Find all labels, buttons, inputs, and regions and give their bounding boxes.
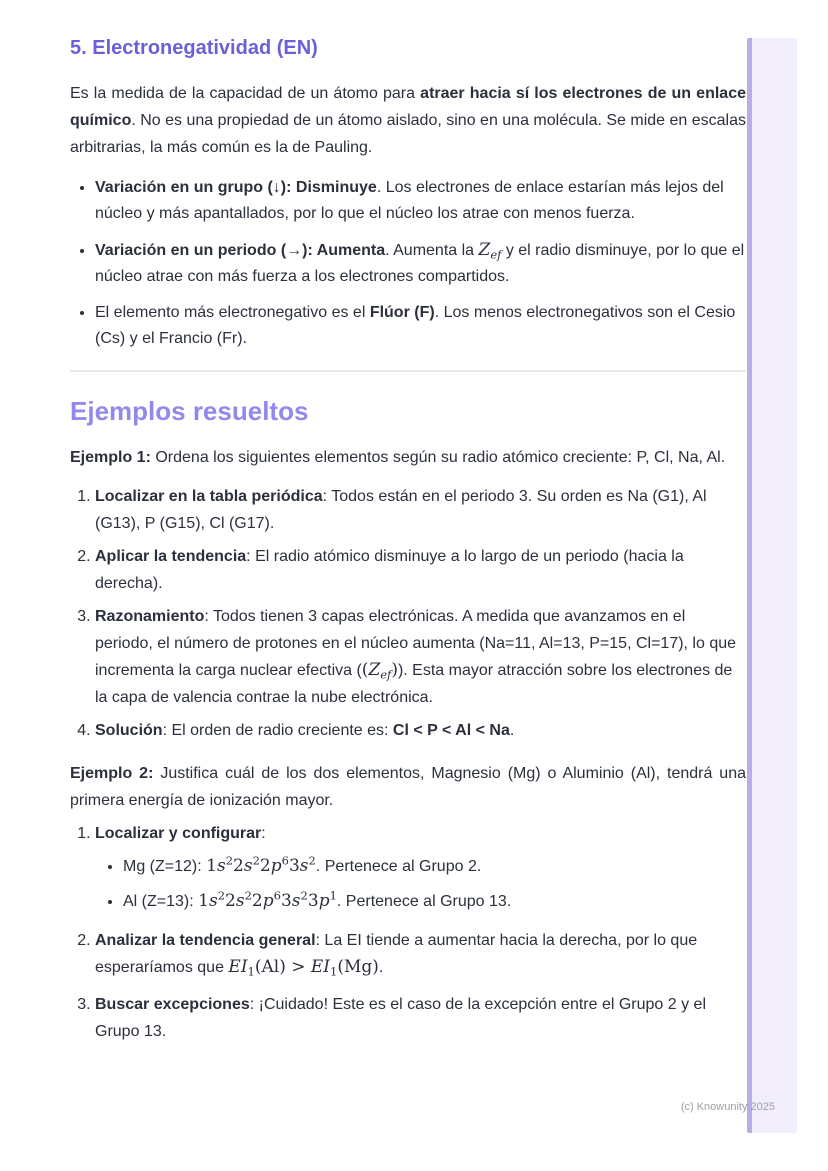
example1-step-1: 1. Localizar en la tabla periódica: Todos están en el periodo 3. Su orden es Na (G1), Al (G13), P (G15), Cl (G17). [95,483,746,537]
config-item-al: • Al (Z=13): $1s^22s^22p^63s^23p^1$. Pertenece al Grupo 13. [123,886,746,917]
example2-paragraph: Ejemplo 2: Justifica cuál de los dos elementos, Magnesio (Mg) o Aluminio (Al), tendrá una primera energía de ionización mayor. [70,765,747,809]
electronegativity-trends-list [70,175,746,352]
trend-item-period: • Variación en un periodo (→): Aumenta. Aumenta la $Z_{ef}$ y el radio disminuye, por lo que el núcleo atrae con más fuerza a los electrones compartidos. [95,237,746,290]
example2-step-1 [95,820,746,917]
example1-step-2: 2. Aplicar la tendencia: El radio atómico disminuye a lo largo de un periodo (hacia la derecha). [95,543,746,597]
example1-paragraph: Ejemplo 1: Ordena los siguientes elementos según su radio atómico creciente: P, Cl, Na, Al. [70,449,726,466]
intro-paragraph: Es la medida de la capacidad de un átomo para atraer hacia sí los electrones de un enlace químico. No es una propiedad de un átomo aislado, sino en una molécula. Se mide en escalas arbitrarias, la más común es la de Pauling. [70,85,746,156]
watermark: (c) Knowunity 2025 [680,1101,775,1113]
electron-config-list [95,851,746,917]
example2-step-3: 3. Buscar excepciones: ¡Cuidado! Este es el caso de la excepción entre el Grupo 2 y el Grupo 13. [95,991,746,1045]
example2-step-1-text: Localizar y configurar: [95,825,266,842]
example1-steps-list [70,483,746,744]
document-page-content [70,0,746,1055]
example2-steps-list [70,820,746,1045]
example2-step-2: 2. Analizar la tendencia general: La EI tiende a aumentar hacia la derecha, por lo que esperaríamos que $EI_1(Al) > EI_1(Mg)$. [95,927,746,981]
trend-item-extremes: • El elemento más electronegativo es el Flúor (F). Los menos electronegativos son el Cesio (Cs) y el Francio (Fr). [95,300,746,352]
page-edge-strip [747,38,797,1133]
section-divider [70,370,746,372]
section-title: 5. Electronegatividad (EN) [70,37,318,59]
examples-heading: Ejemplos resueltos [70,396,309,426]
example1-step-3: 3. Razonamiento: Todos tienen 3 capas electrónicas. A medida que avanzamos en el periodo, el número de protones en el núcleo aumenta (Na=11, Al=13, P=15, Cl=17), lo que incrementa la carga nuclear efectiva $((Z_{ef}))$. Esta mayor atracción sobre los electrones de la capa de valencia contrae la nube electrónica. [95,603,746,711]
trend-item-group: • Variación en un grupo (↓): Disminuye. Los electrones de enlace estarían más lejos del núcleo y más apantallados, por lo que el núcleo los atrae con menos fuerza. [95,175,746,227]
example1-step-4: 4. Solución: El orden de radio creciente es: Cl < P < Al < Na. [95,717,746,744]
config-item-mg: • Mg (Z=12): $1s^22s^22p^63s^2$. Pertenece al Grupo 2. [123,851,746,882]
